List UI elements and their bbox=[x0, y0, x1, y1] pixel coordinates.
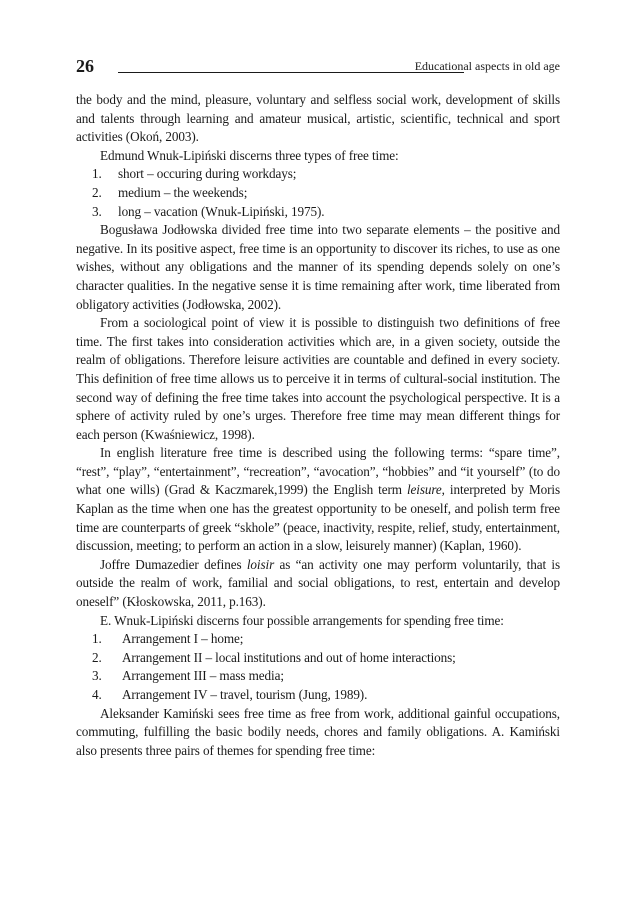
list-number: 4. bbox=[92, 687, 102, 702]
list-text: Arrangement I – home; bbox=[122, 631, 244, 647]
arrangements-list bbox=[76, 630, 560, 704]
page-header bbox=[76, 56, 560, 80]
list-item bbox=[76, 165, 560, 184]
list-number: 1. bbox=[92, 166, 102, 182]
paragraph-5-text-a: In english literature free time is described using the following terms: “spare time”, “rest”, “play”, “entertainment”, “recreation”, “avocation”, “hobbies” and “it yourself” (to do what one wills) (Grad & Kaczmarek,1999) the English term bbox=[76, 445, 560, 498]
paragraph-2: Edmund Wnuk-Lipiński discerns three types of free time: bbox=[100, 147, 399, 163]
page-number: 26 bbox=[76, 56, 94, 76]
header-rule bbox=[118, 72, 464, 73]
list-number: 2. bbox=[92, 184, 102, 200]
paragraph-5 bbox=[76, 444, 560, 556]
paragraph-6-text-b: as “an activity one may perform voluntarily, that is outside the realm of work, familial and social obligations, to rest, entertain and develop oneself” (Kłoskowska, 2011, p.163). bbox=[76, 556, 560, 610]
list-item bbox=[76, 630, 560, 649]
list-number: 1. bbox=[92, 631, 102, 647]
list-item bbox=[76, 649, 560, 668]
body-text bbox=[76, 91, 560, 760]
list-item bbox=[76, 667, 560, 686]
list-text: Arrangement III – mass media; bbox=[122, 668, 284, 684]
list-text: Arrangement IV – travel, tourism (Jung, 1989). bbox=[122, 687, 368, 702]
paragraph-1: the body and the mind, pleasure, voluntary and selfless social work, development of skills and talents through learning and amateur musical, artistic, scientific, technical and sport activities (Okoń, 2003). bbox=[76, 92, 560, 145]
list-text: short – occuring during workdays; bbox=[118, 166, 297, 182]
list-number: 3. bbox=[92, 203, 102, 219]
list-number: 3. bbox=[92, 668, 102, 684]
running-head: Educational aspects in old age bbox=[414, 59, 560, 73]
paragraph-5-emphasis: leisure bbox=[406, 482, 442, 498]
list-item bbox=[76, 686, 560, 705]
free-time-types-list bbox=[76, 165, 560, 221]
list-item bbox=[76, 203, 560, 222]
list-text: medium – the weekends; bbox=[118, 184, 248, 200]
paragraph-6-text-a: Joffre Dumazedier defines bbox=[100, 556, 247, 572]
paragraph-5-text-b: , interpreted by Moris Kaplan as the time when one has the greatest opportunity to be oneself, and polish term free time are counterparts of greek “skhole” (peace, inactivity, respite, relief, study, entertainment, discussion, meeting; to perform an action in a slow, leisurely manner) (Kaplan, 1960). bbox=[76, 482, 560, 554]
list-item bbox=[76, 184, 560, 203]
list-text: long – vacation (Wnuk-Lipiński, 1975). bbox=[118, 203, 325, 219]
list-number: 2. bbox=[92, 649, 102, 665]
paragraph-6 bbox=[76, 556, 560, 612]
paragraph-7: E. Wnuk-Lipiński discerns four possible arrangements for spending free time: bbox=[100, 612, 504, 628]
page bbox=[76, 56, 560, 760]
paragraph-3: Bogusława Jodłowska divided free time into two separate elements – the positive and negative. In its positive aspect, free time is an opportunity to discover its riches, to use as one wishes, without any obligations and the manner of its spending depends solely on one’s character qualities. In the negative sense it is time remaining after work, time liberated from obligatory activities (Jodłowska, 2002). bbox=[76, 222, 560, 312]
paragraph-6-emphasis: loisir bbox=[246, 556, 275, 572]
paragraph-4: From a sociological point of view it is possible to distinguish two definitions of free time. The first takes into consideration activities which are, in a given society, outside the realm of obligations. Therefore leisure activities are countable and defined in every society. This definition of free time allows us to perceive it in terms of cultural-social institution. The second way of defining the free time takes into account the psychological perspective. It is a sphere of activity ruled by one’s urges. Therefore free time may mean different things for each person (Kwaśniewicz, 1998). bbox=[76, 315, 560, 442]
list-text: Arrangement II – local institutions and out of home interactions; bbox=[122, 649, 456, 665]
paragraph-8: Aleksander Kamiński sees free time as free from work, additional gainful occupations, commuting, fulfilling the basic bodily needs, chores and family obligations. A. Kamiński also presents three pairs of themes for spending free time: bbox=[76, 705, 560, 758]
